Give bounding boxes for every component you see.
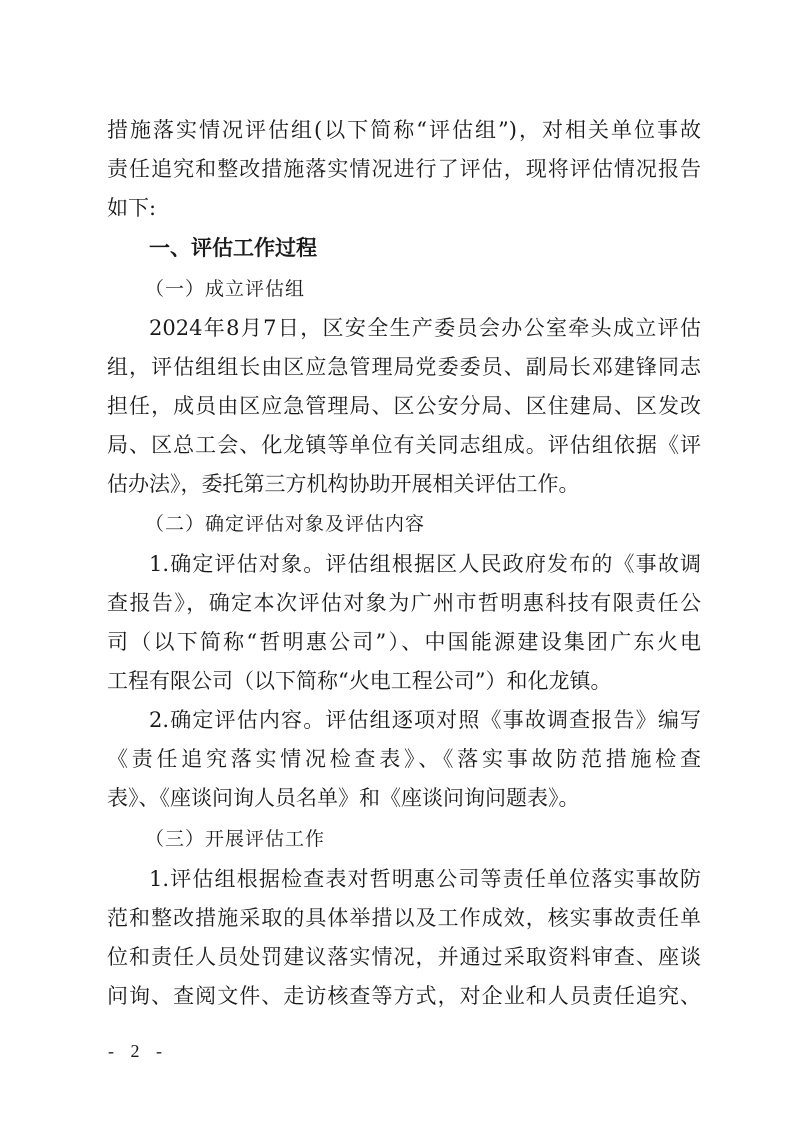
body-line: 2024年8月7日，区安全生产委员会办公室牵头成立评估 <box>149 316 701 340</box>
body-line: 问询、查阅文件、走访核查等方式，对企业和人员责任追究、 <box>107 984 701 1008</box>
body-line: 局、区总工会、化龙镇等单位有关同志组成。评估组依据《评 <box>107 433 701 457</box>
body-line: 担任，成员由区应急管理局、区公安分局、区住建局、区发改 <box>107 394 701 418</box>
body-line: 措施落实情况评估组(以下简称“评估组”)，对相关单位事故 <box>107 118 701 142</box>
body-line: 范和整改措施采取的具体举措以及工作成效，核实事故责任单 <box>107 906 701 930</box>
subsection-heading: （一）成立评估组 <box>145 278 306 300</box>
section-heading: 一、评估工作过程 <box>149 236 317 260</box>
subsection-heading: （二）确定评估对象及评估内容 <box>145 513 426 535</box>
body-line: 如下: <box>107 196 157 220</box>
body-line: 司（以下简称“哲明惠公司”）、中国能源建设集团广东火电 <box>107 630 701 654</box>
body-line: 《责任追究落实情况检查表》、《落实事故防范措施检查 <box>107 747 701 771</box>
page-number: - 2 - <box>108 1041 168 1061</box>
body-line: 估办法》，委托第三方机构协助开展相关评估工作。 <box>107 472 580 496</box>
body-line: 工程有限公司（以下简称“火电工程公司”）和化龙镇。 <box>107 669 612 693</box>
body-line: 组，评估组组长由区应急管理局党委委员、副局长邓建锋同志 <box>107 355 701 379</box>
body-line: 查报告》，确定本次评估对象为广州市哲明惠科技有限责任公 <box>107 591 701 615</box>
body-line: 1.评估组根据检查表对哲明惠公司等责任单位落实事故防 <box>149 867 701 891</box>
body-line: 表》、《座谈问询人员名单》和《座谈问询问题表》。 <box>107 786 580 810</box>
body-line: 位和责任人员处罚建议落实情况，并通过采取资料审查、座谈 <box>107 945 701 969</box>
body-line: 2.确定评估内容。评估组逐项对照《事故调查报告》编写 <box>149 708 701 732</box>
body-line: 1.确定评估对象。评估组根据区人民政府发布的《事故调 <box>149 552 701 576</box>
subsection-heading: （三）开展评估工作 <box>145 828 326 850</box>
body-line: 责任追究和整改措施落实情况进行了评估，现将评估情况报告 <box>107 157 701 181</box>
